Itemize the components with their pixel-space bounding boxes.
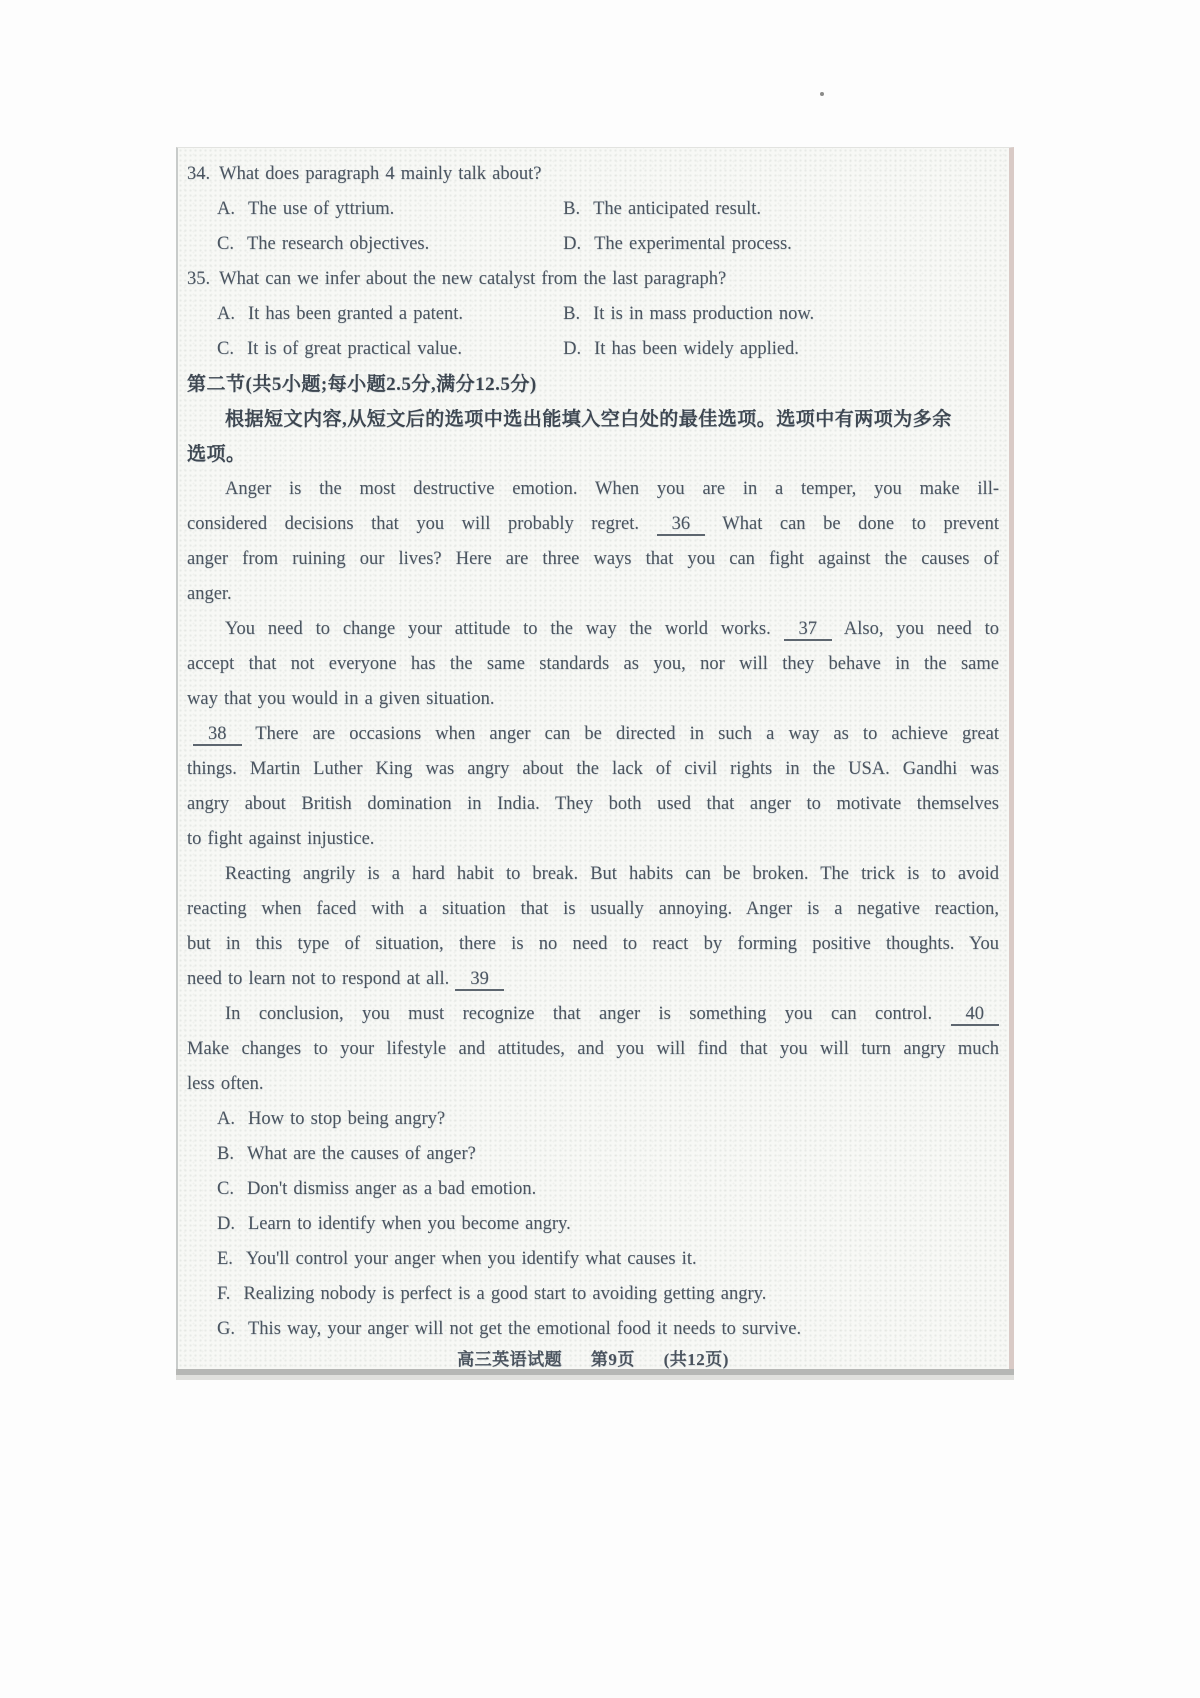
passage-text: need to learn not to respond at all. <box>187 969 450 989</box>
option-label: B. <box>563 199 581 219</box>
passage-line <box>187 507 999 542</box>
choice-label: G. <box>217 1319 235 1339</box>
passage-line: less often. <box>187 1074 264 1094</box>
choice-f <box>187 1277 999 1312</box>
option-text: The use of yttrium. <box>248 199 395 219</box>
choice-text: How to stop being angry? <box>248 1109 446 1129</box>
option-text: It is of great practical value. <box>246 339 462 359</box>
option-label: B. <box>563 304 581 324</box>
footer-page-total: (共12页) <box>663 1350 729 1369</box>
passage-line <box>187 997 999 1032</box>
choice-g <box>187 1312 999 1347</box>
choice-text: This way, your anger will not get the emotional food it needs to survive. <box>248 1319 802 1339</box>
passage-line: things. Martin Luther King was angry about the lack of civil rights in the USA. Gandhi was <box>187 759 999 779</box>
exam-page <box>176 147 1014 1369</box>
option-label: C. <box>217 234 234 254</box>
page-footer <box>187 1347 999 1373</box>
option-text: The anticipated result. <box>593 199 761 219</box>
choice-b <box>187 1137 999 1172</box>
question-34-options-ab <box>187 192 999 227</box>
passage-line <box>187 612 999 647</box>
section-instructions-line1: 根据短文内容,从短文后的选项中选出能填入空白处的最佳选项。选项中有两项为多余 <box>225 409 952 430</box>
cloze-blank-40: 40 <box>951 1004 1000 1026</box>
option-label: A. <box>217 199 235 219</box>
choice-text: What are the causes of anger? <box>246 1144 476 1164</box>
passage-text: In conclusion, you must recognize that anger is something you can control. <box>225 1004 933 1024</box>
question-number: 34. <box>187 164 211 184</box>
passage-line <box>187 962 999 997</box>
passage-line: accept that not everyone has the same standards as you, nor will they behave in the same <box>187 654 999 674</box>
option-d <box>563 339 799 359</box>
choice-label: D. <box>217 1214 235 1234</box>
passage-line <box>187 717 999 752</box>
option-a <box>217 192 557 227</box>
passage-line: but in this type of situation, there is no need to react by forming positive thoughts. You <box>187 934 999 954</box>
option-text: The research objectives. <box>246 234 430 254</box>
passage-text: You need to change your attitude to the way the world works. <box>225 619 771 639</box>
question-34 <box>187 157 999 192</box>
passage-text: Also, you need to <box>843 619 999 639</box>
choice-d <box>187 1207 999 1242</box>
option-c <box>217 332 557 367</box>
passage-line: way that you would in a given situation. <box>187 689 495 709</box>
option-a <box>217 297 557 332</box>
question-text: What can we infer about the new catalyst from the last paragraph? <box>219 269 727 289</box>
passage-line: anger from ruining our lives? Here are three ways that you can fight against the causes of <box>187 549 999 569</box>
section-instructions-line2: 选项。 <box>187 444 246 465</box>
choice-a <box>187 1102 999 1137</box>
option-label: D. <box>563 234 582 254</box>
option-text: The experimental process. <box>594 234 792 254</box>
cloze-blank-39: 39 <box>455 969 504 991</box>
option-label: D. <box>563 339 582 359</box>
choice-label: E. <box>217 1249 233 1269</box>
choice-text: You'll control your anger when you identify what causes it. <box>245 1249 697 1269</box>
option-b <box>563 304 814 324</box>
question-text: What does paragraph 4 mainly talk about? <box>219 164 542 184</box>
option-d <box>563 234 792 254</box>
passage-text: considered decisions that you will probably regret. <box>187 514 640 534</box>
section-heading: 第二节(共5小题;每小题2.5分,满分12.5分) <box>187 374 537 395</box>
passage-text: What can be done to prevent <box>722 514 999 534</box>
passage-line: to fight against injustice. <box>187 829 375 849</box>
passage-text: There are occasions when anger can be directed in such a way as to achieve great <box>255 724 999 744</box>
choice-label: A. <box>217 1109 235 1129</box>
option-text: It has been widely applied. <box>594 339 799 359</box>
question-35 <box>187 262 999 297</box>
cloze-blank-38: 38 <box>193 724 242 746</box>
choice-text: Don't dismiss anger as a bad emotion. <box>246 1179 537 1199</box>
choice-e <box>187 1242 999 1277</box>
cloze-blank-36: 36 <box>657 514 706 536</box>
question-35-options-cd <box>187 332 999 367</box>
scan-speck-artifact <box>820 92 824 96</box>
option-text: It has been granted a patent. <box>248 304 464 324</box>
option-text: It is in mass production now. <box>593 304 815 324</box>
choice-c <box>187 1172 999 1207</box>
choice-text: Realizing nobody is perfect is a good start to avoiding getting angry. <box>243 1284 767 1304</box>
passage-line: Anger is the most destructive emotion. When you are in a temper, you make ill- <box>225 479 999 499</box>
passage-line: anger. <box>187 584 232 604</box>
option-c <box>217 227 557 262</box>
choice-label: F. <box>217 1284 231 1304</box>
option-label: C. <box>217 339 234 359</box>
passage-line: Make changes to your lifestyle and attitudes, and you will find that you will turn angry much <box>187 1039 999 1059</box>
question-35-options-ab <box>187 297 999 332</box>
choice-label: C. <box>217 1179 234 1199</box>
cloze-blank-37: 37 <box>784 619 833 641</box>
choice-label: B. <box>217 1144 234 1164</box>
passage-line: reacting when faced with a situation that is usually annoying. Anger is a negative reaction, <box>187 899 999 919</box>
choice-text: Learn to identify when you become angry. <box>248 1214 571 1234</box>
option-b <box>563 199 761 219</box>
option-label: A. <box>217 304 235 324</box>
passage-line: angry about British domination in India. They both used that anger to motivate themselves <box>187 794 999 814</box>
footer-page-number: 第9页 <box>590 1350 635 1369</box>
question-34-options-cd <box>187 227 999 262</box>
passage-line: Reacting angrily is a hard habit to break. But habits can be broken. The trick is to avoid <box>225 864 999 884</box>
question-number: 35. <box>187 269 211 289</box>
footer-exam-title: 高三英语试题 <box>457 1350 563 1369</box>
